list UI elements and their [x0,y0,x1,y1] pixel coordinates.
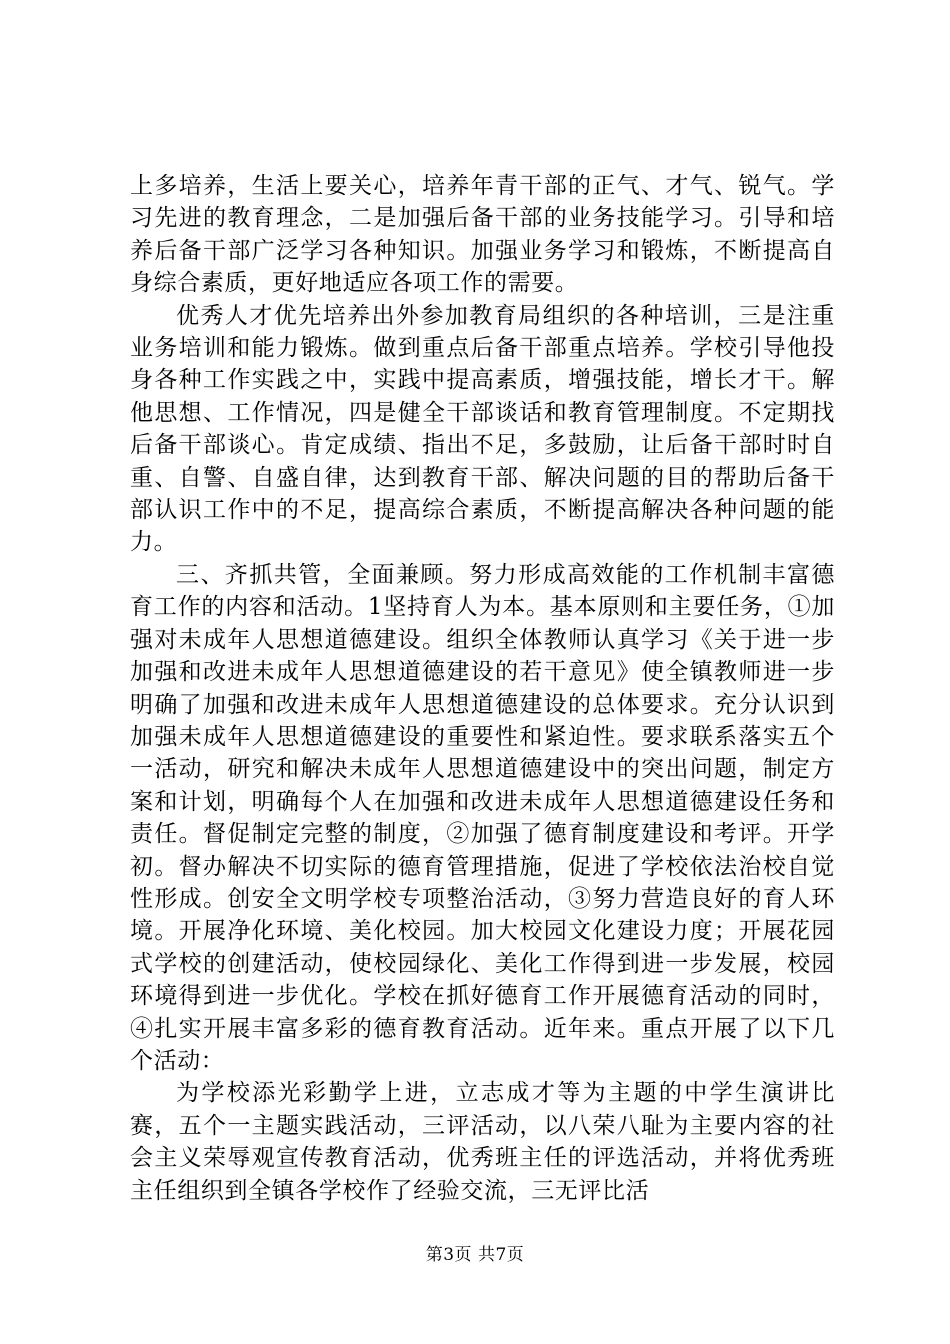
paragraph-2: 优秀人才优先培养出外参加教育局组织的各种培训，三是注重业务培训和能力锻炼。做到重点后备干部重点培养。学校引导他投身各种工作实践之中，实践中提高素质，增强技能，增长才干。解他思想、工作情况，四是健全干部谈话和教育管理制度。不定期找后备干部谈心。肯定成绩、指出不足，多鼓励，让后备干部时时自重、自警、自盛自律，达到教育干部、解决问题的目的帮助后备干部认识工作中的不足，提高综合素质，不断提高解决各种问题的能力。 [130,302,835,556]
page-number-footer: 第3页 共7页 [425,1245,525,1265]
body-text [130,170,835,1207]
paragraph-1: 上多培养，生活上要关心，培养年青干部的正气、才气、锐气。学习先进的教育理念，二是加强后备干部的业务技能学习。引导和培养后备干部广泛学习各种知识。加强业务学习和锻炼，不断提高自身综合素质，更好地适应各项工作的需要。 [130,173,835,297]
paragraph-4: 为学校添光彩勤学上进，立志成才等为主题的中学生演讲比赛，五个一主题实践活动，三评活动，以八荣八耻为主要内容的社会主义荣辱观宣传教育活动，优秀班主任的评选活动，并将优秀班主任组织到全镇各学校作了经验交流，三无评比活 [130,1080,835,1204]
paragraph-3: 三、齐抓共管，全面兼顾。努力形成高效能的工作机制丰富德育工作的内容和活动。1坚持育人为本。基本原则和主要任务，①加强对未成年人思想道德建设。组织全体教师认真学习《关于进一步加强和改进未成年人思想道德建设的若干意见》使全镇教师进一步明确了加强和改进未成年人思想道德建设的总体要求。充分认识到加强未成年人思想道德建设的重要性和紧迫性。要求联系落实五个一活动，研究和解决未成年人思想道德建设中的突出问题，制定方案和计划，明确每个人在加强和改进未成年人思想道德建设任务和责任。督促制定完整的制度，②加强了德育制度建设和考评。开学初。督办解决不切实际的德育管理措施，促进了学校依法治校自觉性形成。创安全文明学校专项整治活动，③努力营造良好的育人环境。开展净化环境、美化校园。加大校园文化建设力度；开展花园式学校的创建活动，使校园绿化、美化工作得到进一步发展，校园环境得到进一步优化。学校在抓好德育工作开展德育活动的同时，④扎实开展丰富多彩的德育教育活动。近年来。重点开展了以下几个活动： [130,561,835,1074]
